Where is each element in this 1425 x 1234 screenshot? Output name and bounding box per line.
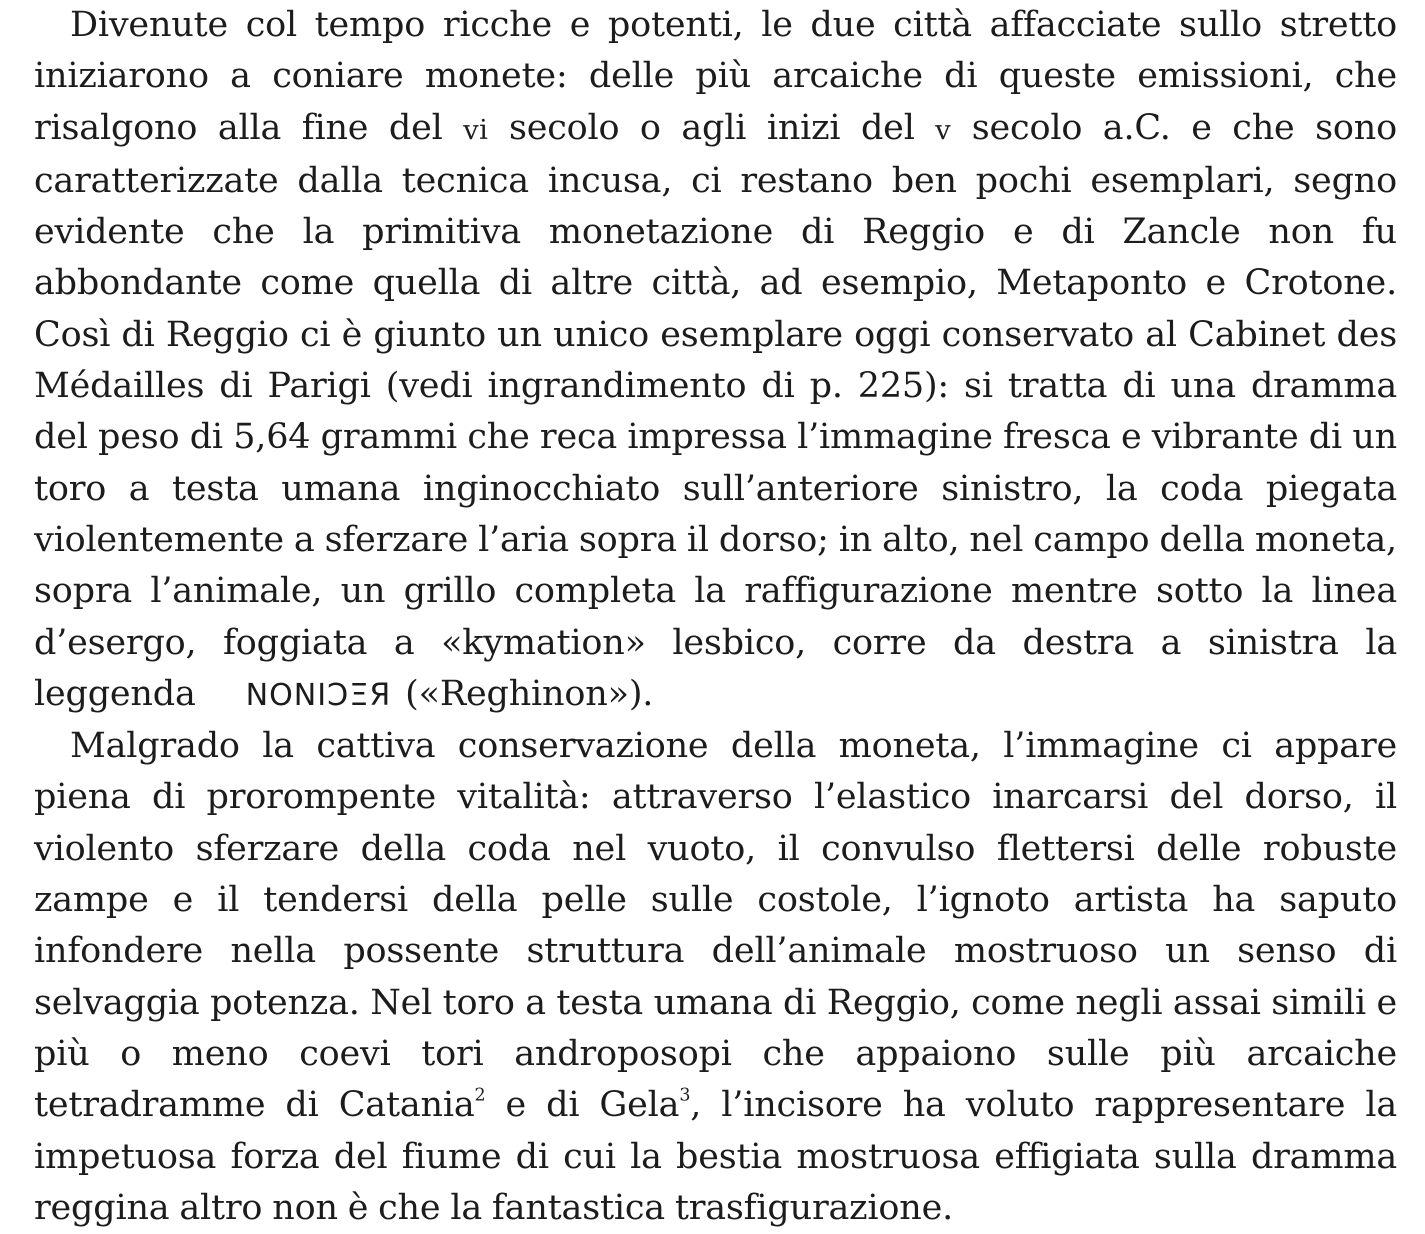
- paragraph-1-text-1: Divenute col tempo ricche e potenti, le due città affacciate sullo stretto iniziarono a coniare monete: delle più arcaiche di queste emissioni, che risalgono alla fine del: [34, 5, 1397, 148]
- century-numeral-v: v: [935, 114, 952, 146]
- century-numeral-vi: vi: [463, 114, 489, 146]
- paragraph-1: [34, 0, 1397, 721]
- paragraph-2-text-1: Malgrado la cattiva conservazione della moneta, l’immagine ci appare piena di prorompente vitalità: attraverso l’elastico inarcarsi del dorso, il violento sferzare della coda nel vuoto, il convulso flettersi delle robuste zampe e il tendersi della pelle sulle costole, l’ignoto artista ha saputo infondere nella possente struttura dell’animale mostruoso un senso di selvaggia potenza. Nel toro a testa umana di Reggio, come negli assai simili e più o meno coevi tori androposopi che appaiono sulle più arcaiche tetradramme di Catania: [34, 726, 1397, 1126]
- paragraph-1-text-4: («Reghinon»).: [395, 673, 654, 714]
- footnote-ref-3: 3: [679, 1085, 691, 1106]
- paragraph-1-text-2: secolo o agli inizi del: [488, 107, 936, 148]
- coin-legend-inscription: ΝΟΝΙϽΞЯ: [245, 677, 392, 713]
- paragraph-1-text-3: secolo a.C. e che sono caratterizzate dalla tecnica incusa, ci restano ben pochi esemplari, segno evidente che la primitiva monetazione di Reggio e di Zancle non fu abbondante come quella di altre città, ad esempio, Metaponto e Crotone. Così di Reggio ci è giunto un unico esemplare oggi conservato al Cabinet des Médailles di Parigi (vedi ingrandimento di p. 225): si tratta di una dramma del peso di 5,64 grammi che reca impressa l’immagine fresca e vibrante di un toro a testa umana inginocchiato sull’anteriore sinistro, la coda piegata violentemente a sferzare l’aria sopra il dorso; in alto, nel campo della moneta, sopra l’animale, un grillo completa la raffigurazione mentre sotto la linea d’esergo, foggiata a «kymation» lesbico, corre da destra a sinistra la leggenda: [34, 107, 1397, 714]
- paragraph-2-text-2: e di Gela: [485, 1085, 680, 1126]
- paragraph-2: [34, 721, 1397, 1234]
- paragraph-2-text-3: , l’incisore ha voluto rappresentare la impetuosa forza del fiume di cui la bestia mostruosa effigiata sulla dramma reggina altro non è che la fantastica trasfigurazione.: [34, 1085, 1397, 1228]
- footnote-ref-2: 2: [474, 1085, 486, 1106]
